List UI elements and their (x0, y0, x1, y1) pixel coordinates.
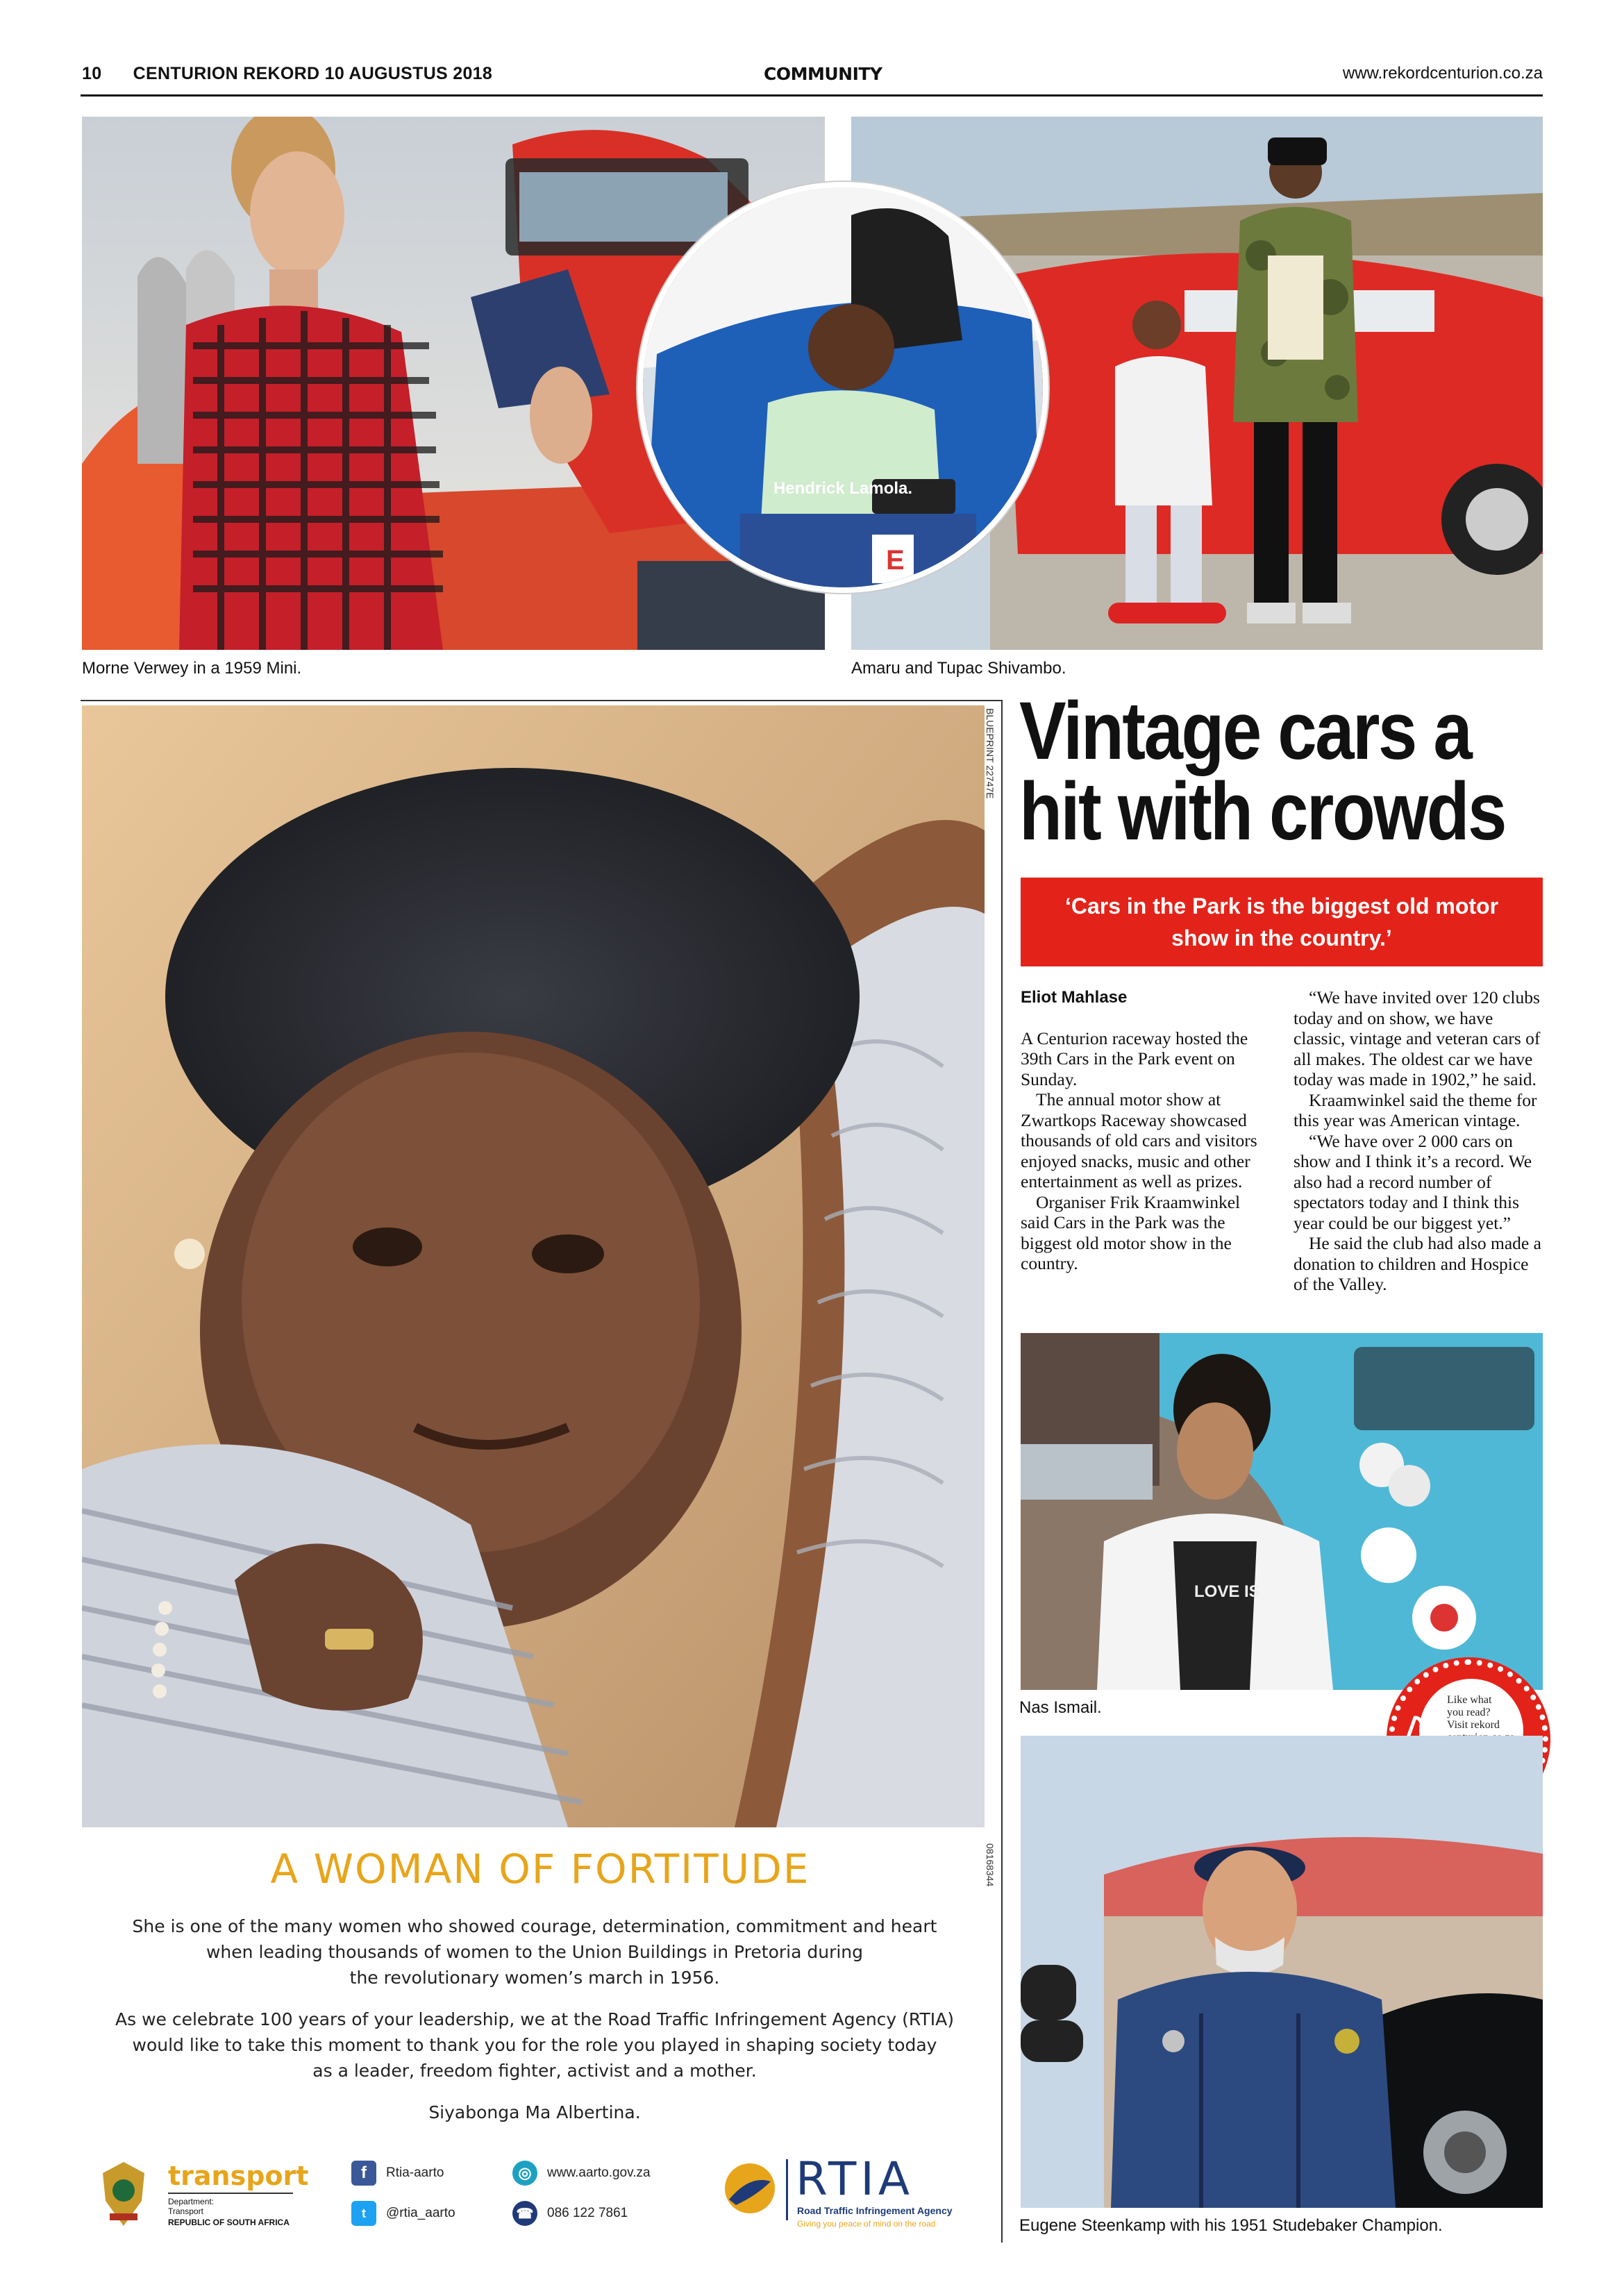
badge-line: Visit rekord (1447, 1719, 1500, 1731)
advert-portrait-photo (82, 705, 985, 1827)
photo-eugene-steenkamp (1021, 1736, 1543, 2208)
rtia-logo (722, 2152, 1000, 2236)
rtia-tagline: Giving you peace of mind on the road (797, 2219, 936, 2229)
article-paragraph: Kraamwinkel said the theme for this year was American vintage. (1294, 1089, 1537, 1130)
photo-hendrick-lamola-inset (637, 182, 1048, 593)
page-number: 10 (82, 64, 102, 83)
advert-paragraph-2 (97, 2006, 972, 2084)
transport-dept-logo (96, 2159, 309, 2229)
coat-of-arms-icon (96, 2159, 151, 2229)
advert-p1-line3: the revolutionary women’s march in 1956. (349, 1968, 720, 1988)
article-paragraph: “We have invited over 120 clubs today and on show, we have classic, vintage and veteran cars of all makes. The oldest car we have today was made in 1902,” he said. (1294, 987, 1541, 1089)
caption-amaru-tupac: Amaru and Tupac Shivambo. (851, 659, 1066, 678)
caption-morne: Morne Verwey in a 1959 Mini. (82, 659, 302, 678)
publication-dateline: CENTURION REKORD 10 AUGUSTUS 2018 (133, 64, 493, 83)
website-url[interactable]: www.rekordcenturion.co.za (1342, 64, 1543, 83)
dept-sub-2: Transport (168, 2206, 203, 2216)
advert-p1-line2: when leading thousands of women to the Union Buildings in Pretoria during (206, 1942, 864, 1962)
header-rule (81, 94, 1543, 97)
rtia-wordmark: RTIA (796, 2152, 914, 2206)
advert-code-top: BLUEPRINT 22747E (985, 708, 996, 799)
website-link[interactable] (512, 2161, 651, 2186)
photo-hendrick-lamola-image (643, 187, 1043, 587)
dept-sub-3: REPUBLIC OF SOUTH AFRICA (168, 2218, 290, 2227)
badge-line: Like what (1447, 1694, 1492, 1706)
advert-p2-line3: as a leader, freedom fighter, activist and a mother. (312, 2061, 757, 2081)
article-paragraph: He said the club had also made a donation to children and Hospice of the Valley. (1294, 1233, 1541, 1294)
pull-quote-text: ‘Cars in the Park is the biggest old motor show in the country.’ (1064, 894, 1499, 950)
article-headline (1019, 685, 1505, 857)
article-paragraph: A Centurion raceway hosted the 39th Cars in the Park event on Sunday. (1021, 1028, 1248, 1089)
headline-line-1: Vintage cars a (1019, 685, 1471, 777)
rtia-fullname: Road Traffic Infringement Agency (797, 2205, 953, 2216)
photo-eugene-steenkamp-image (1021, 1736, 1543, 2208)
badge-line: you read? (1447, 1707, 1491, 1718)
twitter-link[interactable] (351, 2201, 455, 2226)
rtia-emblem-icon (722, 2161, 778, 2216)
svg-text:LOVE IS: LOVE IS (1194, 1582, 1260, 1601)
page-header-left (82, 64, 492, 84)
rtia-divider (786, 2159, 788, 2220)
advert-p2-line2: would like to take this moment to thank you for the role you played in shaping society today (132, 2035, 937, 2055)
globe-icon: ◎ (512, 2161, 537, 2186)
website-text: www.aarto.gov.za (547, 2165, 651, 2180)
section-label: COMMUNITY (764, 64, 882, 84)
article-paragraph: The annual motor show at Zwartkops Raceway showcased thousands of old cars and visitors enjoyed snacks, music and other entertainment as well as prizes. (1021, 1089, 1257, 1191)
facebook-link[interactable] (351, 2161, 444, 2186)
advert-title: A WOMAN OF FORTITUDE (270, 1845, 810, 1893)
article-paragraph: “We have over 2 000 cars on show and I think it’s a record. We also had a record number of spectators today and I think this year could be our biggest yet.” (1294, 1130, 1532, 1233)
article-paragraph: Organiser Frik Kraamwinkel said Cars in the Park was the biggest old motor show in the country. (1021, 1191, 1241, 1273)
headline-line-2: hit with crowds (1019, 766, 1505, 857)
dept-divider (168, 2193, 293, 2194)
pull-quote (1021, 878, 1543, 966)
phone-icon: ☎ (512, 2201, 537, 2226)
article-body (1021, 987, 1543, 1295)
caption-nas-ismail: Nas Ismail. (1019, 1698, 1102, 1717)
inset-label: Hendrick Lamola. (773, 479, 913, 498)
photo-nas-ismail (1021, 1333, 1543, 1690)
advert-portrait-image (82, 705, 985, 1827)
advert-closing: Siyabonga Ma Albertina. (428, 2102, 641, 2122)
phone-link[interactable] (512, 2201, 628, 2226)
dept-name: transport (168, 2161, 309, 2191)
article-byline: Eliot Mahlase (1021, 988, 1128, 1007)
svg-text:E: E (886, 545, 905, 576)
photo-nas-ismail-image (1021, 1333, 1543, 1690)
dept-sub-1: Department: (168, 2197, 215, 2206)
facebook-icon: f (351, 2161, 376, 2186)
caption-eugene-steenkamp: Eugene Steenkamp with his 1951 Studebaker Champion. (1019, 2216, 1443, 2235)
twitter-icon: t (351, 2201, 376, 2226)
advert-p2-line1: As we celebrate 100 years of your leadership, we at the Road Traffic Infringement Agency (RTIA) (115, 2009, 954, 2029)
advert-paragraph-1 (97, 1913, 972, 1991)
facebook-handle: Rtia-aarto (386, 2165, 444, 2180)
phone-number: 086 122 7861 (547, 2206, 628, 2220)
advert-p1-line1: She is one of the many women who showed courage, determination, commitment and heart (132, 1916, 937, 1936)
twitter-handle: @rtia_aarto (386, 2206, 455, 2220)
advert-code-bottom: 08168344 (985, 1843, 996, 1887)
